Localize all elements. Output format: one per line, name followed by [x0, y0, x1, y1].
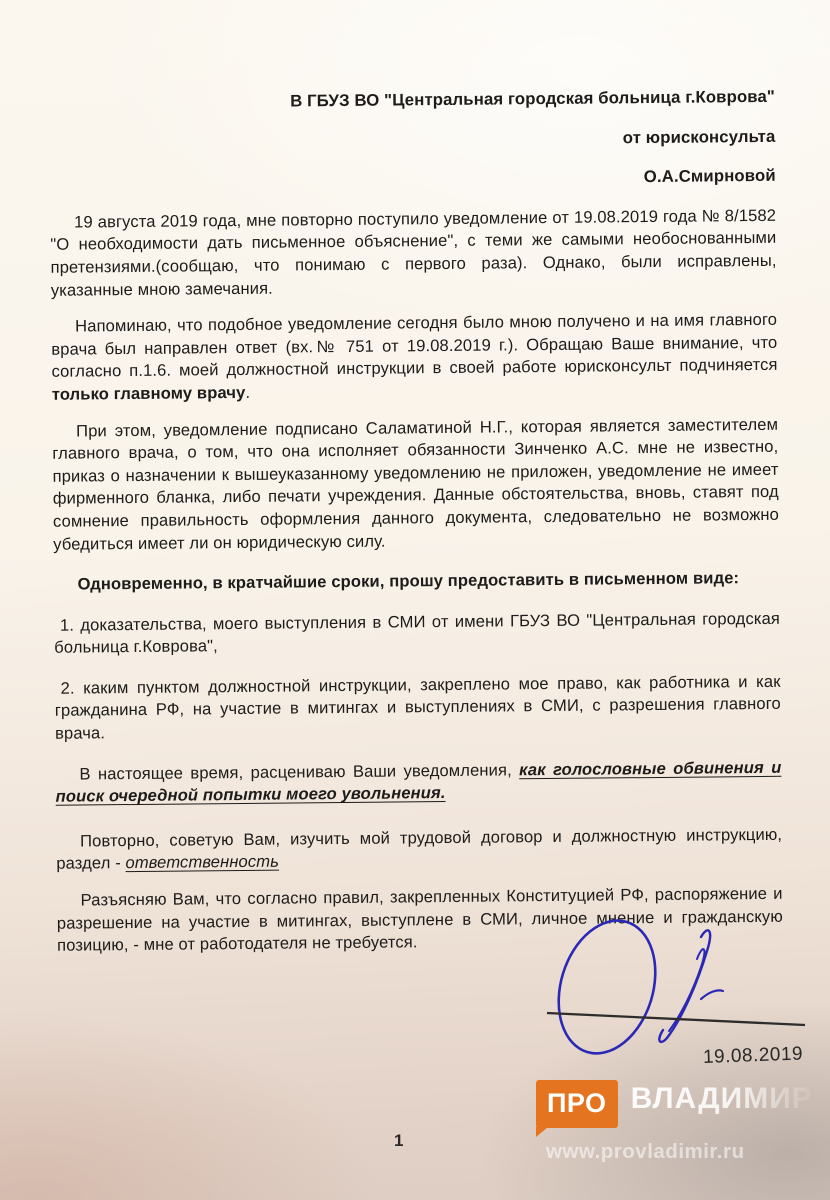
paragraph-explanation: Разъясняю Вам, что согласно правил, закрепленных Конституцией РФ, распоряжение и разрешение на участие в митингах, выступлене в СМИ, личное мнение и гражданскую позицию, - мне от работодателя не требуется. — [56, 883, 783, 955]
news-site-watermark — [536, 1072, 830, 1167]
pro-badge-icon: ПРО — [536, 1080, 618, 1128]
letter-body — [48, 0, 783, 958]
paragraph-reminder-text: Напоминаю, что подобное уведомление сегодня было мною получено и на имя главного врача был направлен ответ (вх.№ 751 от 19.08.2019 г.). Обращаю Ваше внимание, что согласно п.1.6. моей должностной инструкции в своей работе юрисконсульт подчиняется — [51, 309, 778, 382]
paragraph-signature-doubts: При этом, уведомление подписано Саламатиной Н.Г., которая является заместителем главного врача, о том, что она исполняет обязанности Зинченко А.С. мне не известно, приказ о назначении к вышеуказанному уведомлению не приложен, уведомление не имеет фирменного бланка, либо печати учреждения. Данные обстоятельства, вновь, ставят под сомнение правильность оформления данного документа, следовательно не возможно убедиться имеет ли он юридическую силу. — [52, 414, 780, 554]
paragraph-advice — [56, 824, 782, 876]
watermark-brand-text: ВЛАДИМИР — [630, 1082, 813, 1115]
sender-role-line: от юрисконсульта — [622, 126, 776, 147]
paragraph-advice-emphasis: ответственность — [125, 852, 280, 873]
paragraph-assessment-text: В настоящее время, расцениваю Ваши уведомления, — [79, 759, 520, 784]
paragraph-assessment — [55, 756, 781, 808]
paragraph-notification: 19 августа 2019 года, мне повторно поступило уведомление от 19.08.2019 года № 8/1582 "О необходимости дать письменное объяснение", с теми же самыми необоснованными претензиями.(сообщаю, что понимаю с первого раза). Однако, были исправлены, указанные мною замечания. — [50, 205, 777, 300]
signature-ink-icon — [515, 903, 820, 1061]
paragraph-reminder-period: . — [245, 382, 251, 402]
request-item-1: 1. доказательства, моего выступления в СМИ от имени ГБУЗ ВО "Центральная городская больница г.Коврова", — [54, 608, 781, 658]
paragraph-reminder-bold: только главному врачу — [51, 382, 246, 404]
paragraph-reminder — [51, 309, 778, 406]
paragraph-assessment-emphasis: как голословные обвинения и поиск очередной попытки моего увольнения. — [55, 757, 782, 807]
addressee-line: В ГБУЗ ВО "Центральная городская больница г.Коврова" — [290, 86, 776, 111]
request-item-2: 2. каким пунктом должностной инструкции, закреплено мое право, как работника и как гражданина РФ, на участие в митингах и выступлениях в СМИ, с разрешения главного врача. — [54, 671, 781, 743]
page-number: 1 — [394, 1131, 404, 1150]
watermark-url: www.provladimir.ru — [546, 1140, 745, 1163]
sender-name-line: О.А.Смирновой — [643, 165, 776, 187]
request-heading: Одновременно, в кратчайшие сроки, прошу предоставить в письменном виде: — [77, 568, 740, 594]
handwritten-signature — [515, 903, 820, 1061]
letter-date: 19.08.2019 — [702, 1043, 804, 1069]
paragraph-advice-text: Повторно, советую Вам, изучить мой трудовой договор и должностную инструкцию, раздел - — [56, 824, 783, 874]
watermark-logo-row — [536, 1072, 830, 1128]
letter-addressee-block — [48, 0, 776, 195]
